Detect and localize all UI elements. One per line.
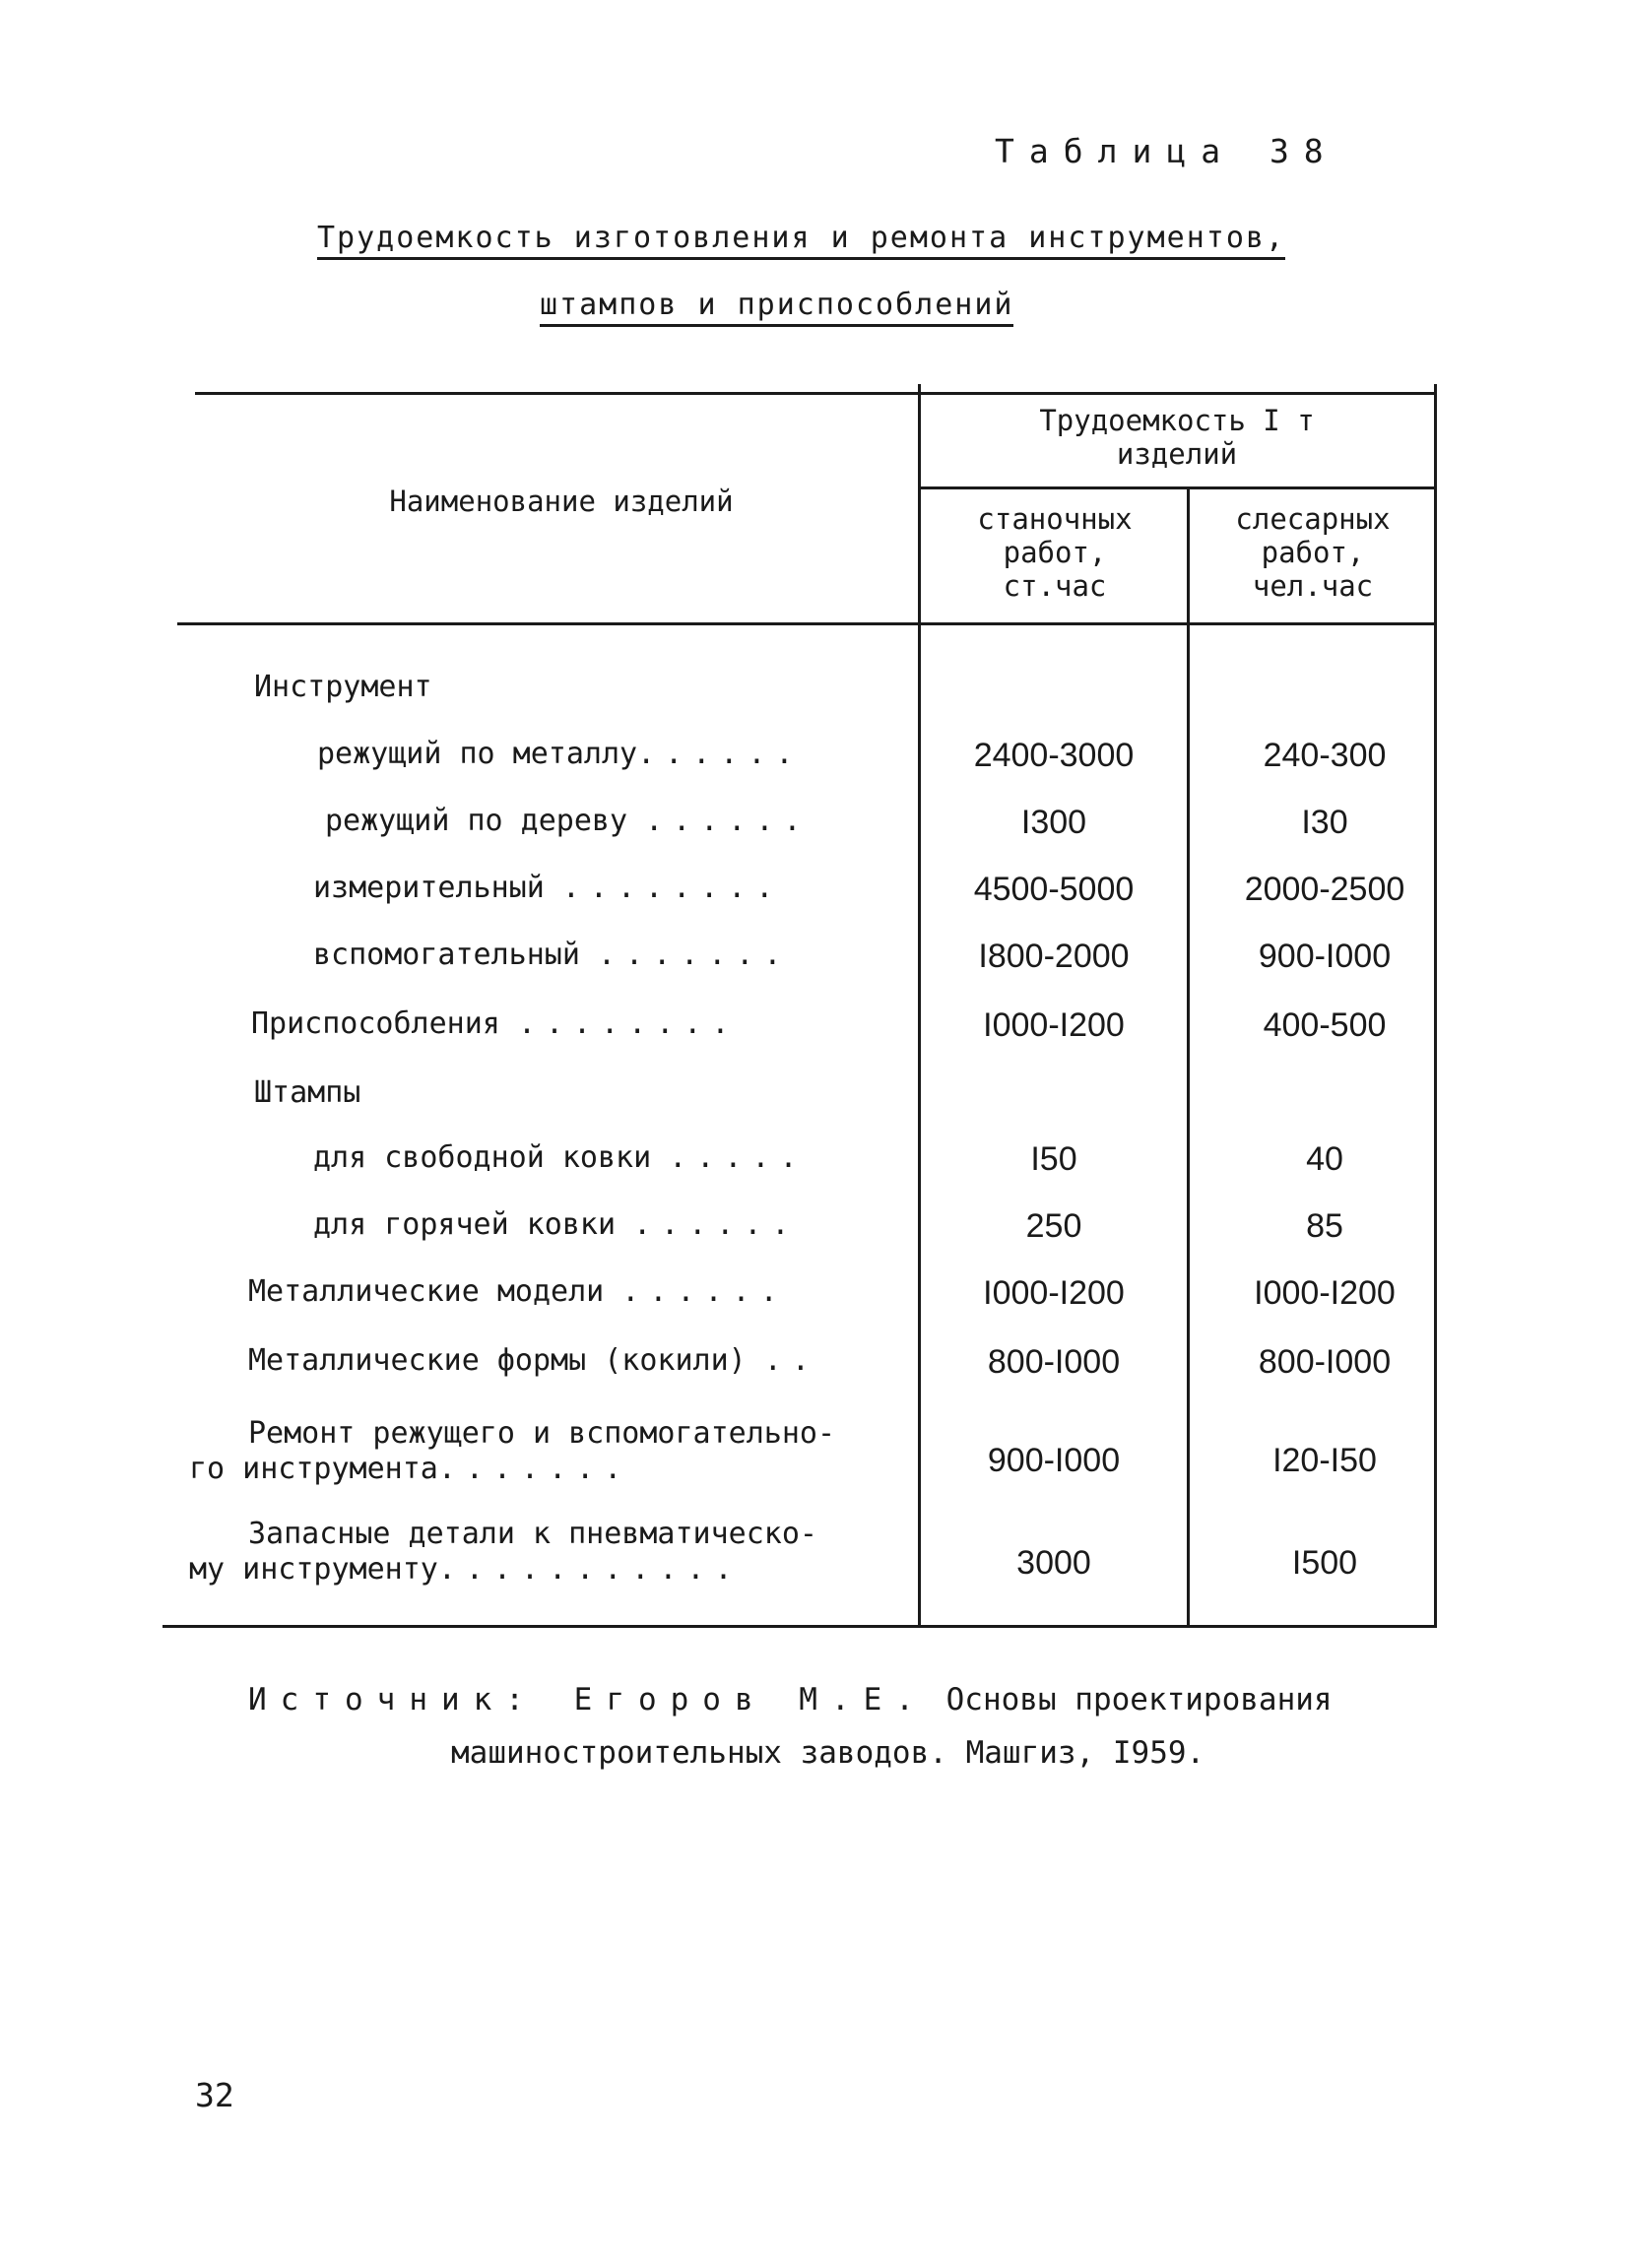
cell-fitter: 400-500 — [1263, 1006, 1387, 1044]
row-name: режущий по металлу...... — [317, 737, 804, 771]
cell-fitter: I500 — [1291, 1544, 1358, 1582]
source-line2: машиностроительных заводов. Машгиз, I959. — [451, 1735, 1205, 1771]
cell-machine: 800-I000 — [987, 1343, 1121, 1381]
cell-fitter: 2000-2500 — [1244, 871, 1405, 908]
row-name: Металлические модели ...... — [248, 1274, 788, 1309]
source-label: Источник: — [248, 1682, 538, 1717]
row-name: для горячей ковки ...... — [313, 1207, 800, 1242]
table-row — [0, 804, 1628, 863]
row-name-continuation: му инструменту........... — [189, 1552, 743, 1587]
cell-fitter: I20-I50 — [1272, 1442, 1377, 1479]
table-row — [0, 1343, 1628, 1402]
table-row — [0, 737, 1628, 796]
row-name: режущий по дереву ...... — [325, 804, 812, 838]
table-row — [0, 871, 1628, 930]
table-row — [0, 1517, 1628, 1595]
row-name: Ремонт режущего и вспомогательно- — [248, 1416, 836, 1451]
page-number: 32 — [195, 2076, 234, 2114]
cell-fitter: I000-I200 — [1254, 1274, 1396, 1312]
header-bottom-rule — [177, 622, 1436, 625]
row-name: Инструмент — [254, 670, 432, 704]
table-label: Таблица 38 — [995, 132, 1338, 170]
cell-machine: I300 — [1020, 804, 1087, 841]
source-line1 — [248, 1682, 1333, 1717]
table-top-rule — [195, 392, 1436, 395]
cell-fitter: 800-I000 — [1258, 1343, 1392, 1381]
table-title-line2: штампов и приспособлений — [540, 288, 1013, 327]
cell-fitter: 40 — [1306, 1140, 1343, 1178]
cell-fitter: I30 — [1301, 804, 1348, 841]
source-title-start: Основы проектирования — [945, 1682, 1333, 1717]
cell-machine: I000-I200 — [983, 1274, 1125, 1312]
header-name-col: Наименование изделий — [389, 485, 734, 518]
row-name: Металлические формы (кокили) .. — [248, 1343, 819, 1378]
row-name-continuation: го инструмента....... — [189, 1452, 632, 1486]
cell-machine: I800-2000 — [978, 938, 1130, 975]
row-name: для свободной ковки ..... — [313, 1140, 808, 1175]
header-machine-col: станочных работ, ст.час — [977, 502, 1133, 603]
row-name: измерительный ........ — [313, 871, 784, 905]
cell-machine: I50 — [1030, 1140, 1077, 1178]
table-row — [0, 1075, 1628, 1134]
group-header-rule — [920, 486, 1436, 489]
table-row — [0, 1416, 1628, 1495]
row-name: Штампы — [254, 1075, 361, 1110]
cell-machine: 3000 — [1016, 1544, 1091, 1582]
header-fitter-col: слесарных работ, чел.час — [1235, 502, 1391, 603]
table-row — [0, 938, 1628, 997]
row-name: вспомогательный ....... — [313, 938, 792, 972]
header-labor-group: Трудоемкость I т изделий — [1039, 404, 1315, 471]
cell-machine: I000-I200 — [983, 1006, 1125, 1044]
row-name: Запасные детали к пневматическо- — [248, 1517, 817, 1551]
table-title-line1: Трудоемкость изготовления и ремонта инструментов, — [317, 221, 1285, 260]
table-row — [0, 670, 1628, 729]
cell-machine: 2400-3000 — [973, 737, 1135, 774]
table-bottom-rule — [163, 1625, 1436, 1628]
cell-machine: 4500-5000 — [973, 871, 1135, 908]
row-name: Приспособления ........ — [251, 1006, 740, 1041]
cell-fitter: 240-300 — [1263, 737, 1387, 774]
table-row — [0, 1274, 1628, 1333]
source-author: Егоров М.Е. — [573, 1682, 928, 1717]
table-row — [0, 1140, 1628, 1199]
table-row — [0, 1207, 1628, 1266]
cell-fitter: 900-I000 — [1258, 938, 1392, 975]
cell-fitter: 85 — [1306, 1207, 1343, 1245]
cell-machine: 250 — [1025, 1207, 1082, 1245]
table-row — [0, 1006, 1628, 1066]
cell-machine: 900-I000 — [987, 1442, 1121, 1479]
